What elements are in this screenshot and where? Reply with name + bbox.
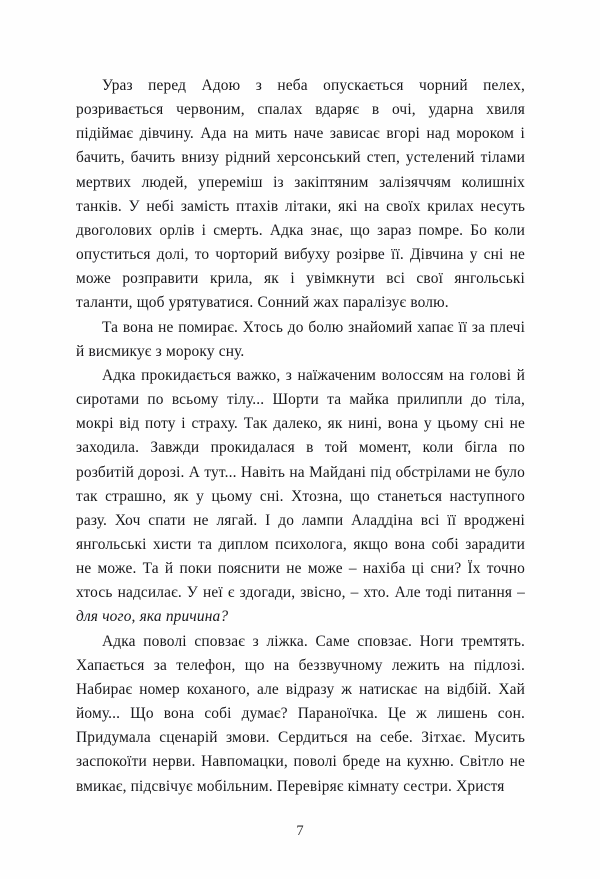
- page-text-block: [76, 74, 525, 799]
- paragraph-1: Ураз перед Адою з неба опускається чорний пелех, розривається червоним, спалах вдаряє в очі, ударна хвиля підіймає дівчину. Ада на мить наче зависає вгорі над мороком і бачить, бачить внизу рідний херсонський степ, устелений тілами мертвих людей, уперемiш із закіптяним залізяччям колишніх танків. У небі замість птахів літаки, які на своїх крилах несуть двоголових орлів і смерть. Адка знає, що зараз помре. Бо коли опуститься долі, то чорторий вибуху розірве її. Дівчина у сні не може розправити крила, як і увімкнути всі свої янгольські таланти, щоб урятуватися. Сонний жах паралізує волю.: [76, 77, 525, 312]
- paragraph-4: Адка поволі сповзає з ліжка. Саме сповзає. Ноги тремтять. Хапається за телефон, що на беззвучному лежить на підлозі. Набирає номер коханого, але відразу ж натискає на відбій. Хай йому... Що вона собі думає? Параноїчка. Це ж лишень сон. Придумала сценарій змови. Сердиться на себе. Зітхає. Мусить заспокоїти нерви. Навпомацки, поволі бреде на кухню. Світло не вмикає, підсвічує мобільним. Перевіряє кімнату сестри. Христя: [76, 632, 525, 795]
- paragraph-2: Та вона не помирає. Хтось до болю знайомий хапає її за плечі й висмикує з мороку сну.: [76, 318, 525, 360]
- page-number: 7: [296, 823, 304, 839]
- paragraph-3: [76, 364, 525, 630]
- paragraph-3-italic-phrase: для чого, яка причина?: [76, 608, 229, 626]
- paragraph-3-main-text: Адка прокидається важко, з наїжаченим волоссям на голові й сиротами по всьому тілу... Шорти та майка прилипли до тіла, мокрі від поту і страху. Так далеко, як нині, вона у цьому сні не заходила. Завжди прокидалася в той момент, коли бігла по розбитій дорозі. А тут... Навіть на Майдані під обстрілами не було так страшно, як у цьому сні. Хтозна, що станеться наступного разу. Хоч спати не лягай. І до лампи Аладдіна всі її вроджені янгольські хисти та диплом психолога, якщо вона собі зарадити не може. Та й поки пояснити не може – нахіба ці сни? Їх точно хтось надсилає. У неї є здогади, звісно, – хто. Але тоді питання –: [76, 366, 525, 602]
